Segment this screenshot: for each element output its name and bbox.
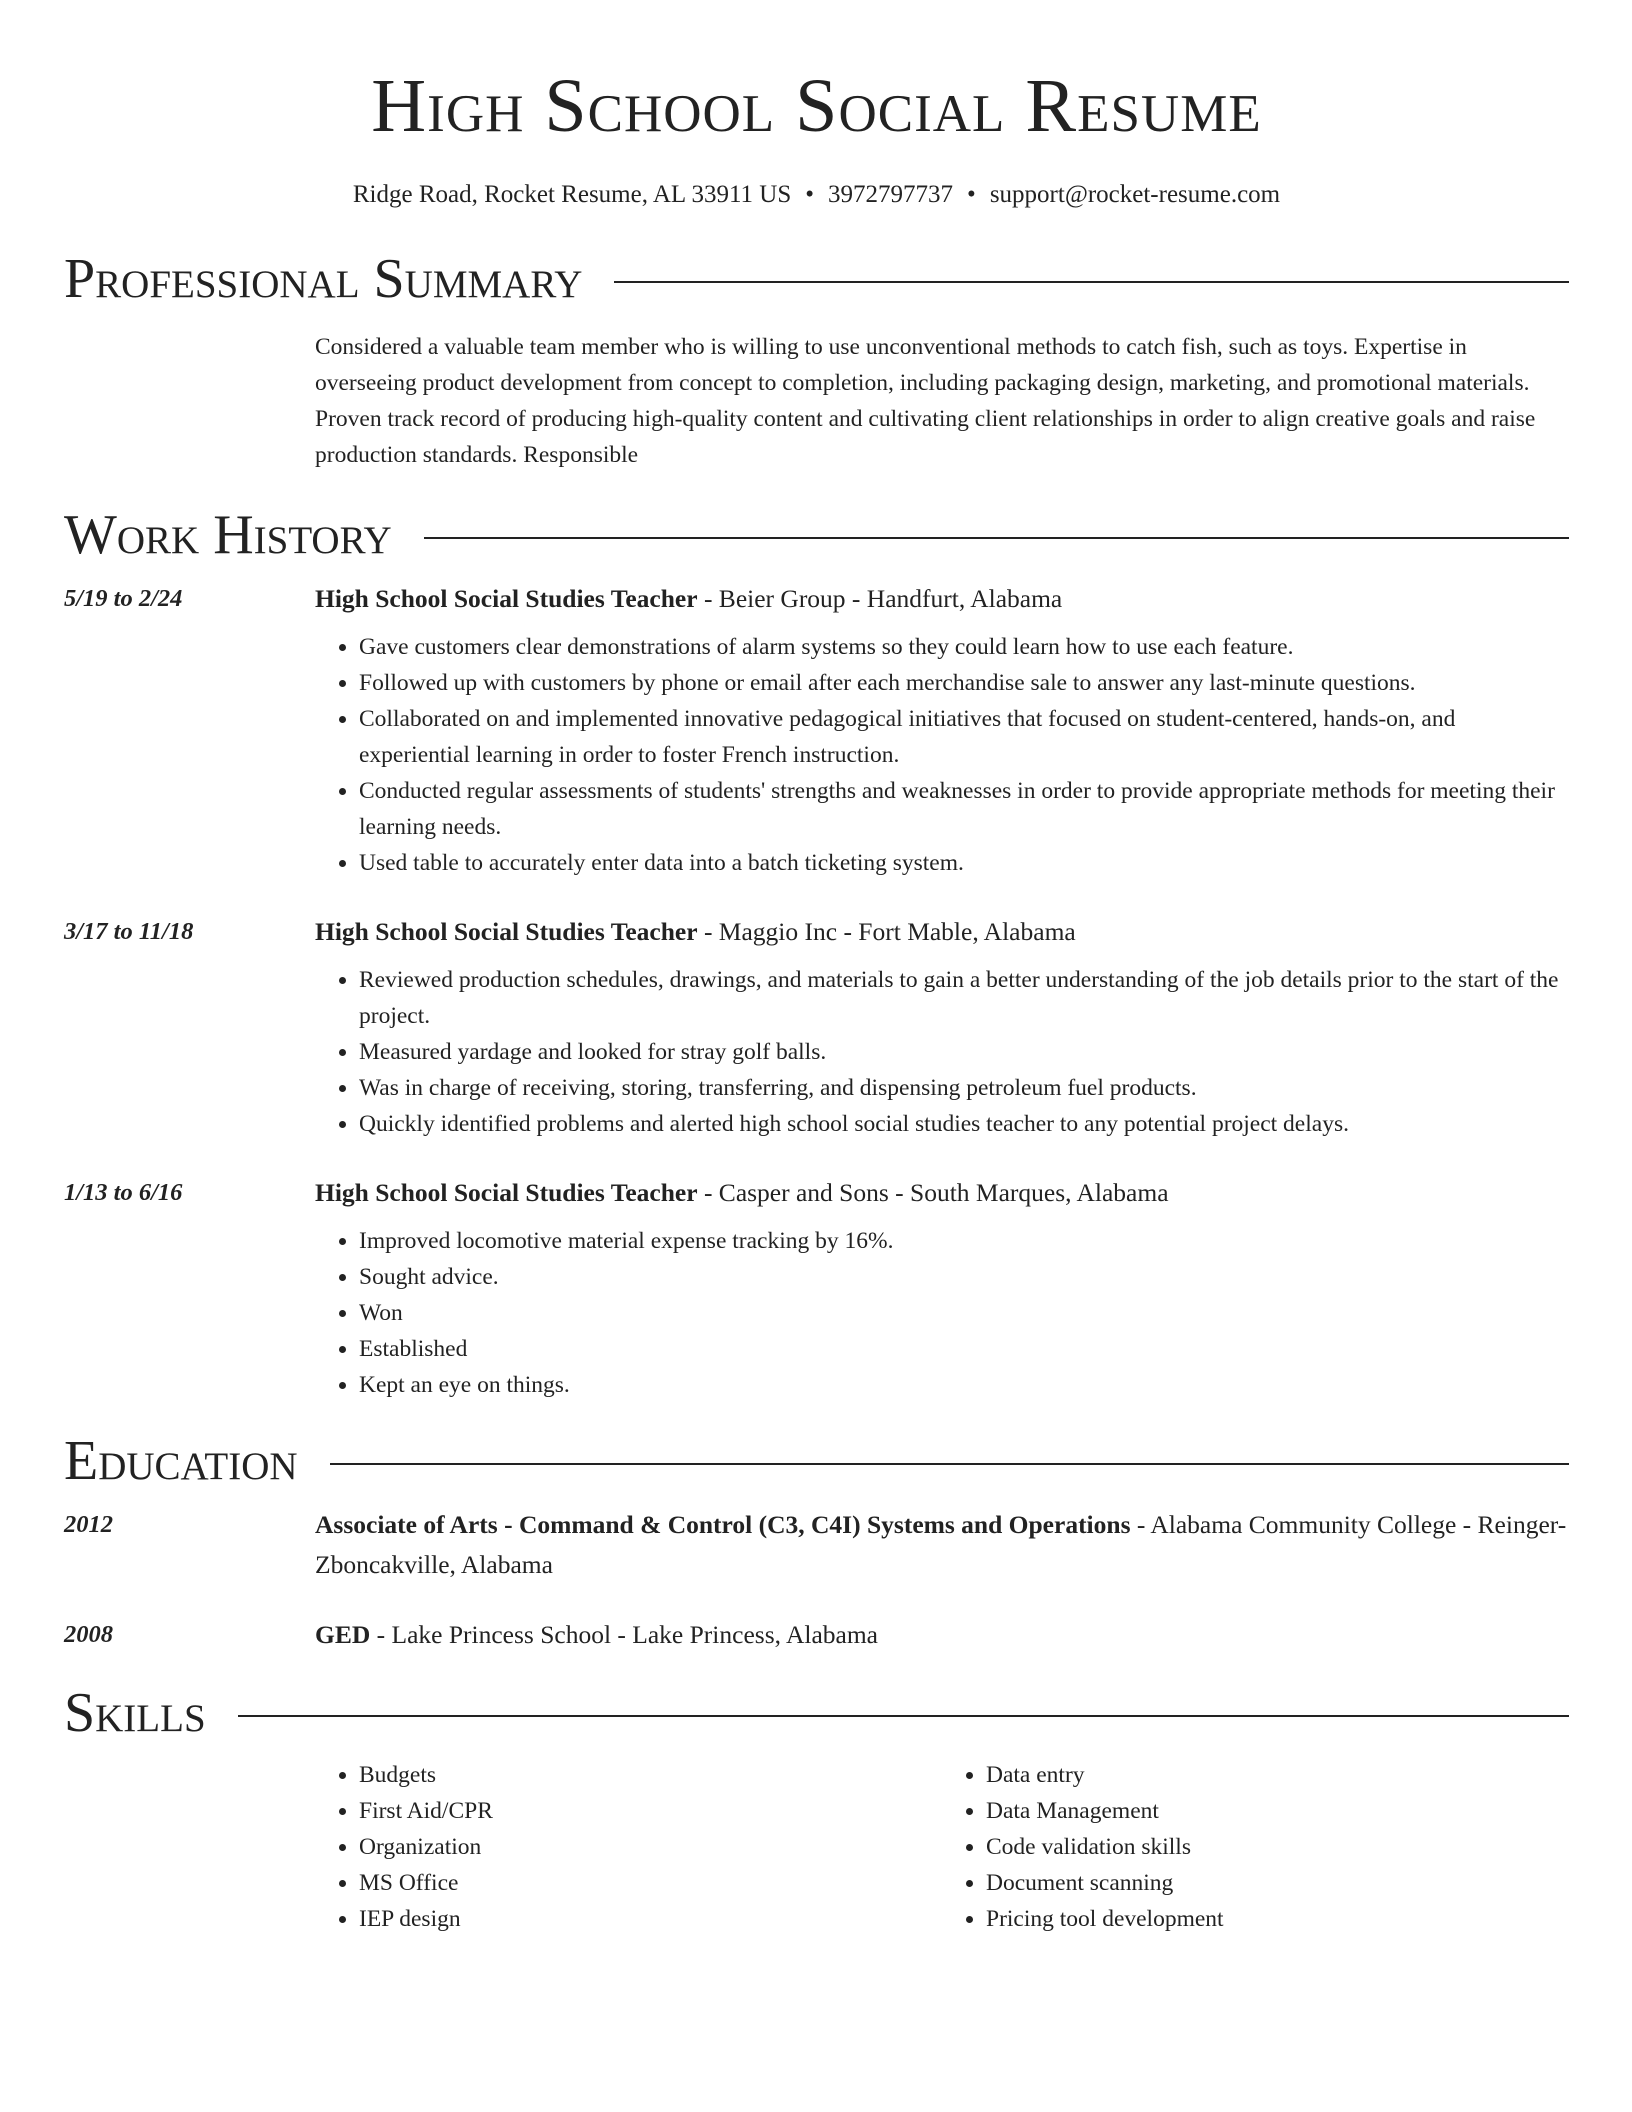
education-degree: Associate of Arts - Command & Control (C3, C4I) Systems and Operations: [315, 1510, 1131, 1539]
contact-address: Ridge Road, Rocket Resume, AL 33911 US: [352, 181, 792, 208]
job-duty: • Measured yardage and looked for stray golf balls.: [359, 1034, 1569, 1070]
job-duty: • Sought advice.: [359, 1259, 1569, 1295]
job-duty: • Used table to accurately enter data into a batch ticketing system.: [359, 845, 1569, 881]
skills-list: [315, 1757, 1569, 1937]
job-employer: - Maggio Inc - Fort Mable, Alabama: [697, 917, 1076, 946]
section-divider: [330, 1463, 1569, 1465]
contact-separator: •: [967, 181, 976, 208]
contact-phone: 3972797737: [828, 181, 954, 208]
job-duties: [315, 1223, 1569, 1403]
job-duty: • Collaborated on and implemented innovative pedagogical initiatives that focused on student-centered, hands-on, and experiential learning in order to foster French instruction.: [359, 701, 1569, 773]
education-entry: [64, 1505, 1569, 1585]
job-role: [315, 1173, 1569, 1213]
education-year: 2012: [64, 1511, 113, 1538]
skill-item: • Data Management: [986, 1793, 1569, 1829]
job-duty: • Won: [359, 1295, 1569, 1331]
education-year: 2008: [64, 1621, 113, 1648]
job-title: High School Social Studies Teacher: [315, 1178, 698, 1207]
skills-heading: Skills: [64, 1682, 206, 1744]
skill-item: • Code validation skills: [986, 1829, 1569, 1865]
skill-item: • Data entry: [986, 1757, 1569, 1793]
job-dates: 3/17 to 11/18: [64, 918, 194, 945]
job-duty: • Was in charge of receiving, storing, transferring, and dispensing petroleum fuel products.: [359, 1070, 1569, 1106]
skill-item: • Pricing tool development: [986, 1901, 1569, 1937]
job-role: [315, 579, 1569, 619]
job-duty: • Gave customers clear demonstrations of alarm systems so they could learn how to use each feature.: [359, 629, 1569, 665]
job-duties: [315, 962, 1569, 1142]
section-divider: [424, 537, 1569, 539]
skill-item: • First Aid/CPR: [359, 1793, 942, 1829]
skills-column-left: [315, 1757, 942, 1937]
job-entry: [64, 912, 1569, 1142]
education-heading: Education: [64, 1430, 298, 1492]
skill-item: • Document scanning: [986, 1865, 1569, 1901]
work-section-header: [64, 504, 1569, 566]
job-duty: • Quickly identified problems and alerted high school social studies teacher to any potential project delays.: [359, 1106, 1569, 1142]
job-employer: - Beier Group - Handfurt, Alabama: [697, 584, 1063, 613]
job-title: High School Social Studies Teacher: [315, 917, 698, 946]
education-degree: GED: [315, 1620, 371, 1649]
resume-title: High School Social Resume: [371, 64, 1262, 148]
education-degree-line: [315, 1615, 1569, 1655]
job-duty: • Established: [359, 1331, 1569, 1367]
education-school: - Lake Princess School - Lake Princess, Alabama: [370, 1620, 878, 1649]
section-divider: [614, 281, 1569, 283]
job-dates: 5/19 to 2/24: [64, 585, 183, 612]
skill-item: • Budgets: [359, 1757, 942, 1793]
section-divider: [238, 1715, 1569, 1717]
job-duty: • Reviewed production schedules, drawings, and materials to gain a better understanding of the job details prior to the start of the project.: [359, 962, 1569, 1034]
job-employer: - Casper and Sons - South Marques, Alabama: [697, 1178, 1169, 1207]
job-duty: • Improved locomotive material expense tracking by 16%.: [359, 1223, 1569, 1259]
summary-text: Considered a valuable team member who is willing to use unconventional methods to catch fish, such as toys. Expertise in overseeing product development from concept to completion, including packaging design, marketing, and promotional materials. Proven track record of producing high-quality content and cultivating client relationships in order to align creative goals and raise production standards. Responsible: [315, 334, 1536, 468]
job-title: High School Social Studies Teacher: [315, 584, 698, 613]
skill-item: • MS Office: [359, 1865, 942, 1901]
contact-separator: •: [805, 181, 815, 208]
skill-item: • Organization: [359, 1829, 942, 1865]
job-dates: 1/13 to 6/16: [64, 1179, 183, 1206]
job-entry: [64, 1173, 1569, 1403]
job-role: [315, 912, 1569, 952]
education-entry: [64, 1615, 1569, 1655]
job-duty: • Kept an eye on things.: [359, 1367, 1569, 1403]
summary-section-header: [64, 248, 1569, 310]
contact-line: [64, 180, 1569, 210]
work-heading: Work History: [64, 504, 392, 566]
job-duty: • Conducted regular assessments of students' strengths and weaknesses in order to provide appropriate methods for meeting their learning needs.: [359, 773, 1569, 845]
summary-heading: Professional Summary: [64, 248, 583, 310]
job-duty: • Followed up with customers by phone or email after each merchandise sale to answer any last-minute questions.: [359, 665, 1569, 701]
education-section-header: [64, 1430, 1569, 1492]
contact-email: support@rocket-resume.com: [989, 181, 1281, 208]
job-entry: [64, 579, 1569, 881]
skill-item: • IEP design: [359, 1901, 942, 1937]
skills-column-right: [942, 1757, 1569, 1937]
education-degree-line: [315, 1505, 1569, 1585]
job-duties: [315, 629, 1569, 881]
education-school: - Alabama Community College - Reinger-Zboncakville, Alabama: [315, 1510, 1567, 1579]
skills-section-header: [64, 1682, 1569, 1744]
